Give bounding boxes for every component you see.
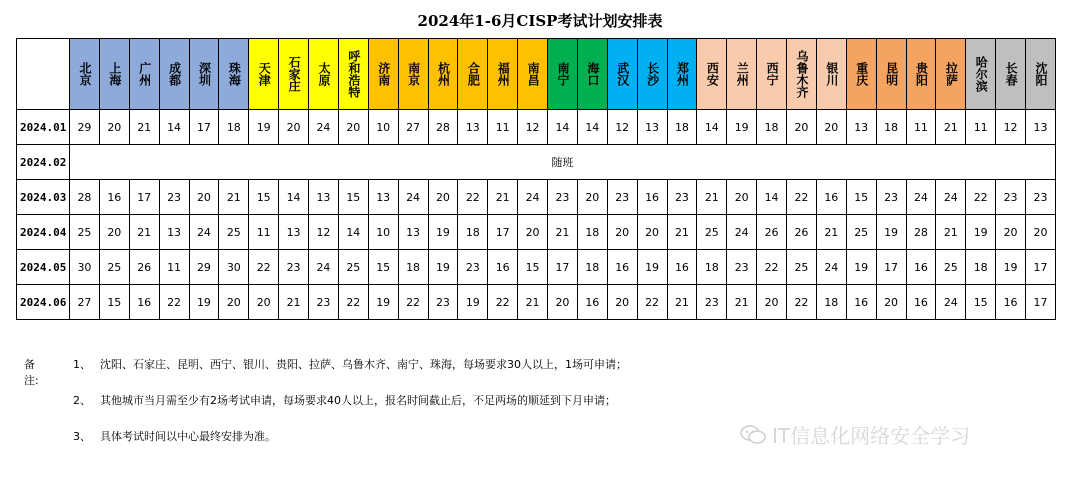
exam-date-cell: 18 (876, 110, 906, 145)
exam-date-cell: 23 (279, 250, 309, 285)
exam-date-cell: 20 (338, 110, 368, 145)
exam-date-cell: 20 (607, 215, 637, 250)
city-header: 合肥 (458, 39, 488, 110)
exam-date-cell: 21 (219, 180, 249, 215)
exam-date-cell: 13 (398, 215, 428, 250)
table-row (17, 285, 1056, 320)
exam-date-cell: 20 (816, 110, 846, 145)
exam-date-cell: 16 (129, 285, 159, 320)
exam-date-cell: 17 (189, 110, 219, 145)
notes-label: 备注: (24, 358, 39, 387)
month-note-cell: 随班 (70, 145, 1056, 180)
city-header: 呼和浩特 (338, 39, 368, 110)
exam-date-cell: 21 (697, 180, 727, 215)
exam-date-cell: 25 (338, 250, 368, 285)
month-label: 2024.04 (17, 215, 70, 250)
exam-date-cell: 22 (637, 285, 667, 320)
exam-date-cell: 14 (279, 180, 309, 215)
exam-date-cell: 20 (727, 180, 757, 215)
city-header: 天津 (249, 39, 279, 110)
exam-date-cell: 13 (458, 110, 488, 145)
exam-date-cell: 22 (159, 285, 189, 320)
month-label: 2024.05 (17, 250, 70, 285)
exam-date-cell: 23 (727, 250, 757, 285)
exam-date-cell: 20 (548, 285, 578, 320)
exam-date-cell: 24 (518, 180, 548, 215)
exam-date-cell: 24 (727, 215, 757, 250)
exam-date-cell: 26 (787, 215, 817, 250)
city-header: 兰州 (727, 39, 757, 110)
city-header: 贵阳 (906, 39, 936, 110)
exam-date-cell: 18 (966, 250, 996, 285)
exam-date-cell: 12 (309, 215, 339, 250)
exam-date-cell: 20 (577, 180, 607, 215)
exam-date-cell: 16 (577, 285, 607, 320)
exam-date-cell: 19 (727, 110, 757, 145)
exam-date-cell: 19 (458, 285, 488, 320)
exam-date-cell: 22 (488, 285, 518, 320)
exam-date-cell: 21 (548, 215, 578, 250)
city-header: 济南 (368, 39, 398, 110)
exam-date-cell: 21 (667, 215, 697, 250)
exam-date-cell: 20 (428, 180, 458, 215)
city-header: 乌鲁木齐 (787, 39, 817, 110)
exam-date-cell: 19 (249, 110, 279, 145)
exam-date-cell: 19 (966, 215, 996, 250)
exam-date-cell: 19 (876, 215, 906, 250)
exam-date-cell: 17 (876, 250, 906, 285)
exam-date-cell: 10 (368, 110, 398, 145)
exam-date-cell: 22 (338, 285, 368, 320)
table-row (17, 250, 1056, 285)
city-header: 郑州 (667, 39, 697, 110)
exam-date-cell: 16 (816, 180, 846, 215)
city-header: 海口 (577, 39, 607, 110)
exam-date-cell: 24 (906, 180, 936, 215)
exam-date-cell: 21 (129, 110, 159, 145)
note-text: 其他城市当月需至少有2场考试申请，每场要求40人以上，报名时间截止后，不足两场的顺延到下月申请； (100, 394, 616, 407)
exam-date-cell: 13 (368, 180, 398, 215)
note-text: 沈阳、石家庄、昆明、西宁、银川、贵阳、拉萨、乌鲁木齐、南宁、珠海，每场要求30人以上，1场可申请； (100, 358, 627, 371)
exam-date-cell: 21 (488, 180, 518, 215)
exam-date-cell: 25 (787, 250, 817, 285)
exam-date-cell: 18 (697, 250, 727, 285)
exam-date-cell: 19 (846, 250, 876, 285)
exam-date-cell: 11 (249, 215, 279, 250)
city-header: 杭州 (428, 39, 458, 110)
exam-date-cell: 14 (548, 110, 578, 145)
city-header: 太原 (309, 39, 339, 110)
exam-date-cell: 20 (876, 285, 906, 320)
exam-date-cell: 19 (368, 285, 398, 320)
exam-date-cell: 18 (667, 110, 697, 145)
exam-date-cell: 16 (846, 285, 876, 320)
note-index: 2、 (73, 394, 91, 407)
exam-date-cell: 19 (996, 250, 1026, 285)
exam-date-cell: 18 (757, 110, 787, 145)
exam-date-cell: 25 (99, 250, 129, 285)
exam-date-cell: 22 (757, 250, 787, 285)
exam-date-cell: 22 (458, 180, 488, 215)
exam-date-cell: 11 (966, 110, 996, 145)
exam-date-cell: 15 (518, 250, 548, 285)
exam-date-cell: 16 (607, 250, 637, 285)
exam-date-cell: 12 (607, 110, 637, 145)
exam-date-cell: 14 (338, 215, 368, 250)
exam-date-cell: 17 (129, 180, 159, 215)
exam-date-cell: 13 (279, 215, 309, 250)
exam-date-cell: 13 (846, 110, 876, 145)
table-row (17, 145, 1056, 180)
month-label: 2024.02 (17, 145, 70, 180)
city-header: 南京 (398, 39, 428, 110)
exam-date-cell: 19 (428, 215, 458, 250)
exam-date-cell: 21 (279, 285, 309, 320)
table-row (17, 215, 1056, 250)
note-text: 具体考试时间以中心最终安排为准。 (100, 430, 276, 443)
exam-date-cell: 24 (936, 285, 966, 320)
exam-date-cell: 15 (249, 180, 279, 215)
exam-date-cell: 15 (846, 180, 876, 215)
exam-date-cell: 14 (577, 110, 607, 145)
exam-date-cell: 12 (996, 110, 1026, 145)
city-header-row (17, 39, 1056, 110)
exam-date-cell: 23 (667, 180, 697, 215)
exam-date-cell: 20 (518, 215, 548, 250)
city-header: 沈阳 (1026, 39, 1056, 110)
exam-date-cell: 20 (996, 215, 1026, 250)
city-header: 西宁 (757, 39, 787, 110)
exam-date-cell: 30 (70, 250, 100, 285)
exam-date-cell: 25 (219, 215, 249, 250)
exam-date-cell: 29 (189, 250, 219, 285)
exam-date-cell: 24 (309, 110, 339, 145)
exam-date-cell: 14 (159, 110, 189, 145)
exam-date-cell: 23 (548, 180, 578, 215)
city-header: 哈尔滨 (966, 39, 996, 110)
exam-date-cell: 23 (876, 180, 906, 215)
city-header: 广州 (129, 39, 159, 110)
exam-date-cell: 11 (488, 110, 518, 145)
exam-date-cell: 19 (637, 250, 667, 285)
page-title: 2024年1-6月CISP考试计划安排表 (417, 12, 663, 30)
exam-date-cell: 23 (697, 285, 727, 320)
exam-date-cell: 18 (577, 250, 607, 285)
exam-date-cell: 27 (398, 110, 428, 145)
exam-date-cell: 22 (966, 180, 996, 215)
exam-date-cell: 23 (159, 180, 189, 215)
exam-date-cell: 18 (458, 215, 488, 250)
exam-date-cell: 14 (757, 180, 787, 215)
note-index: 3、 (73, 430, 91, 443)
exam-date-cell: 17 (548, 250, 578, 285)
exam-date-cell: 16 (906, 285, 936, 320)
city-header: 南昌 (518, 39, 548, 110)
exam-date-cell: 21 (518, 285, 548, 320)
exam-date-cell: 21 (667, 285, 697, 320)
exam-date-cell: 25 (846, 215, 876, 250)
city-header: 北京 (70, 39, 100, 110)
exam-date-cell: 23 (428, 285, 458, 320)
exam-date-cell: 20 (757, 285, 787, 320)
exam-date-cell: 24 (189, 215, 219, 250)
month-label: 2024.03 (17, 180, 70, 215)
city-header: 上海 (99, 39, 129, 110)
table-row (17, 180, 1056, 215)
exam-date-cell: 17 (488, 215, 518, 250)
exam-date-cell: 18 (398, 250, 428, 285)
exam-date-cell: 10 (368, 215, 398, 250)
note-index: 1、 (73, 358, 91, 371)
city-header: 南宁 (548, 39, 578, 110)
exam-date-cell: 22 (398, 285, 428, 320)
exam-date-cell: 23 (309, 285, 339, 320)
city-header: 银川 (816, 39, 846, 110)
city-header: 长沙 (637, 39, 667, 110)
exam-date-cell: 25 (697, 215, 727, 250)
corner-cell (17, 39, 70, 110)
exam-date-cell: 16 (99, 180, 129, 215)
exam-date-cell: 18 (577, 215, 607, 250)
exam-date-cell: 16 (488, 250, 518, 285)
exam-date-cell: 13 (637, 110, 667, 145)
exam-date-cell: 13 (1026, 110, 1056, 145)
exam-date-cell: 25 (936, 250, 966, 285)
exam-date-cell: 30 (219, 250, 249, 285)
exam-date-cell: 20 (99, 110, 129, 145)
exam-date-cell: 15 (368, 250, 398, 285)
exam-date-cell: 20 (607, 285, 637, 320)
city-header: 西安 (697, 39, 727, 110)
exam-date-cell: 21 (936, 110, 966, 145)
exam-date-cell: 24 (309, 250, 339, 285)
exam-date-cell: 16 (906, 250, 936, 285)
city-header: 成都 (159, 39, 189, 110)
exam-date-cell: 24 (936, 180, 966, 215)
watermark (740, 420, 970, 449)
exam-date-cell: 16 (667, 250, 697, 285)
city-header: 福州 (488, 39, 518, 110)
exam-date-cell: 24 (816, 250, 846, 285)
exam-date-cell: 20 (1026, 215, 1056, 250)
exam-date-cell: 23 (458, 250, 488, 285)
exam-date-cell: 11 (906, 110, 936, 145)
exam-date-cell: 12 (518, 110, 548, 145)
exam-date-cell: 24 (398, 180, 428, 215)
month-label: 2024.06 (17, 285, 70, 320)
exam-date-cell: 17 (1026, 285, 1056, 320)
exam-date-cell: 17 (1026, 250, 1056, 285)
exam-date-cell: 11 (159, 250, 189, 285)
exam-date-cell: 18 (219, 110, 249, 145)
exam-date-cell: 13 (159, 215, 189, 250)
exam-date-cell: 20 (249, 285, 279, 320)
city-header: 重庆 (846, 39, 876, 110)
exam-date-cell: 20 (99, 215, 129, 250)
exam-date-cell: 16 (637, 180, 667, 215)
exam-date-cell: 18 (816, 285, 846, 320)
exam-date-cell: 20 (279, 110, 309, 145)
exam-date-cell: 19 (189, 285, 219, 320)
exam-date-cell: 22 (787, 285, 817, 320)
city-header: 深圳 (189, 39, 219, 110)
wechat-icon (740, 425, 766, 445)
exam-date-cell: 21 (129, 215, 159, 250)
exam-date-cell: 22 (787, 180, 817, 215)
city-header: 武汉 (607, 39, 637, 110)
exam-date-cell: 27 (70, 285, 100, 320)
city-header: 拉萨 (936, 39, 966, 110)
exam-date-cell: 25 (70, 215, 100, 250)
exam-date-cell: 15 (99, 285, 129, 320)
exam-date-cell: 21 (816, 215, 846, 250)
month-label: 2024.01 (17, 110, 70, 145)
exam-date-cell: 20 (787, 110, 817, 145)
city-header: 珠海 (219, 39, 249, 110)
exam-date-cell: 26 (129, 250, 159, 285)
city-header: 昆明 (876, 39, 906, 110)
exam-date-cell: 14 (697, 110, 727, 145)
table-row (17, 110, 1056, 145)
exam-date-cell: 21 (727, 285, 757, 320)
exam-date-cell: 26 (757, 215, 787, 250)
exam-date-cell: 15 (338, 180, 368, 215)
exam-date-cell: 22 (249, 250, 279, 285)
exam-date-cell: 19 (428, 250, 458, 285)
exam-date-cell: 20 (637, 215, 667, 250)
exam-date-cell: 13 (309, 180, 339, 215)
exam-date-cell: 23 (996, 180, 1026, 215)
exam-date-cell: 28 (906, 215, 936, 250)
exam-date-cell: 23 (607, 180, 637, 215)
exam-date-cell: 16 (996, 285, 1026, 320)
schedule-table (16, 38, 1056, 320)
exam-date-cell: 28 (428, 110, 458, 145)
exam-date-cell: 29 (70, 110, 100, 145)
city-header: 长春 (996, 39, 1026, 110)
exam-date-cell: 21 (936, 215, 966, 250)
exam-date-cell: 15 (966, 285, 996, 320)
city-header: 石家庄 (279, 39, 309, 110)
exam-date-cell: 28 (70, 180, 100, 215)
exam-date-cell: 20 (219, 285, 249, 320)
exam-date-cell: 20 (189, 180, 219, 215)
watermark-text: IT信息化网络安全学习 (772, 424, 971, 448)
exam-date-cell: 23 (1026, 180, 1056, 215)
